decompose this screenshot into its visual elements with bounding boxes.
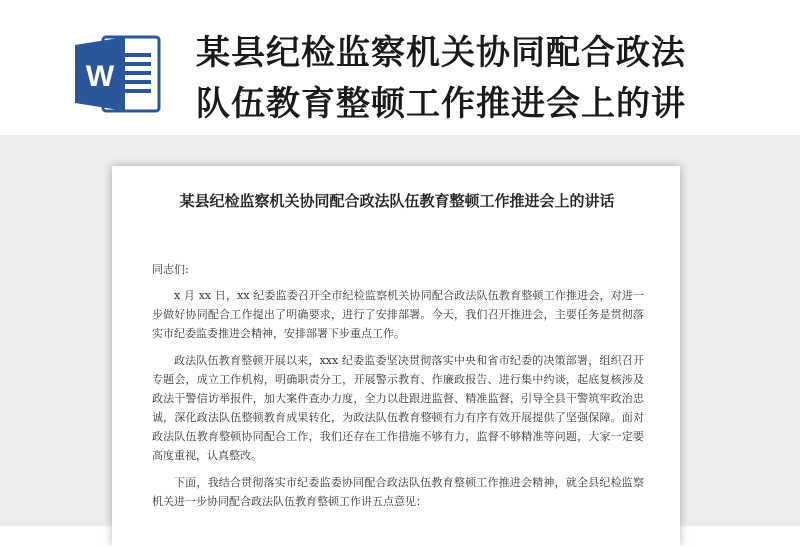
banner-title-line-2: 队伍教育整顿工作推进会上的讲 (196, 84, 686, 124)
banner-title-line-1: 某县纪检监察机关协同配合政法 (196, 33, 686, 73)
document-body (152, 260, 644, 519)
word-icon-letter: W (85, 60, 115, 93)
paragraph: 政法队伍教育整顿开展以来，xxx 纪委监委坚决贯彻落实中央和省市纪委的决策部署，组织召开专题会，成立工作机构，明确职责分工，开展警示教育、作廉政报告、进行集中约谈，起底复核涉及政法干警信访举报件，加大案件查办力度，全力以赴跟进监督、精准监督，引导全县干警筑牢政治忠诚，深化政法队伍整顿教育成果转化，为政法队伍教育整顿有力有序有效开展提供了坚强保障。面对政法队伍教育整顿协同配合工作，我们还存在工作措施不够有力，监督不够精准等问题，大家一定要高度重视，认真整改。 (152, 354, 644, 462)
paragraph: x 月 xx 日，xx 纪委监委召开全市纪检监察机关协同配合政法队伍教育整顿工作推进会，对进一步做好协同配合工作提出了明确要求，进行了安排部署。今天，我们召开推进会，主要任务是贯彻落实市纪委监委推进会精神，安排部署下步重点工作。 (152, 289, 644, 340)
salutation: 同志们: (152, 263, 189, 276)
document-title: 某县纪检监察机关协同配合政法队伍教育整顿工作推进会上的讲话 (179, 192, 615, 210)
banner-title (196, 28, 796, 130)
paragraph: 下面，我结合贯彻落实市纪委监委协同配合政法队伍教育整顿工作推进会精神，就全县纪检监察机关进一步协同配合政法队伍教育整顿工作讲五点意见： (152, 476, 644, 508)
document-page (112, 166, 680, 546)
word-document-icon (73, 33, 163, 115)
